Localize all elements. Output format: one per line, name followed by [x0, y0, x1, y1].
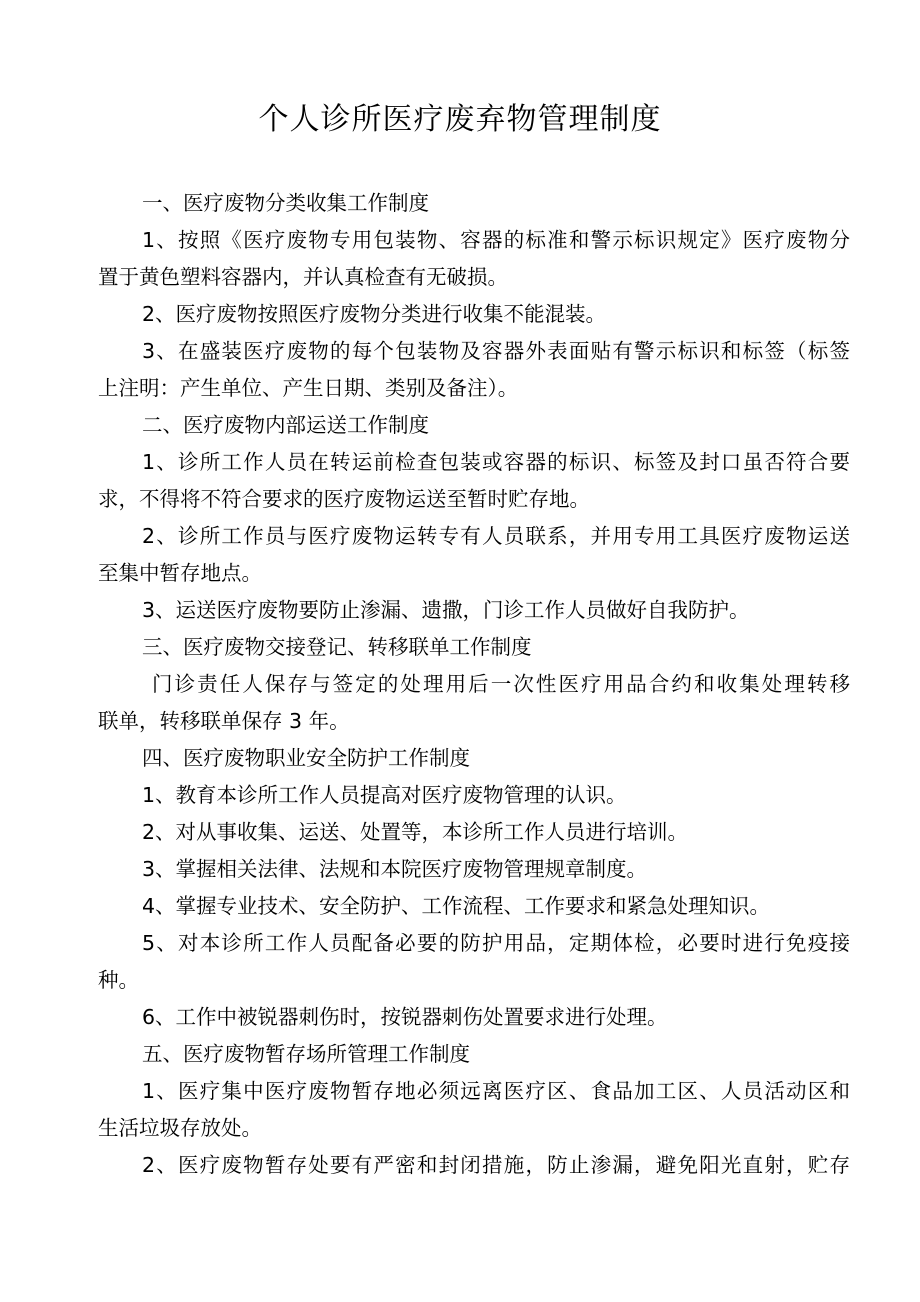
- paragraph-line: 联单，转移联单保存 3 年。: [98, 709, 350, 733]
- section-heading-2: 二、医疗废物内部运送工作制度: [142, 413, 429, 437]
- paragraph-line: 求，不得将不符合要求的医疗废物运送至暂时贮存地。: [98, 487, 590, 511]
- paragraph-line: 至集中暂存地点。: [98, 561, 262, 585]
- paragraph-line: 1、教育本诊所工作人员提高对医疗废物管理的认识。: [142, 783, 627, 807]
- paragraph-line: 2、医疗废物按照医疗废物分类进行收集不能混装。: [142, 302, 607, 326]
- paragraph-line: 3、运送医疗废物要防止渗漏、遗撒，门诊工作人员做好自我防护。: [142, 598, 750, 622]
- paragraph-line: 上注明：产生单位、产生日期、类别及备注）。: [98, 376, 519, 400]
- paragraph-line: 4、掌握专业技术、安全防护、工作流程、工作要求和紧急处理知识。: [142, 894, 771, 918]
- paragraph-line: 5、对本诊所工作人员配备必要的防护用品，定期体检，必要时进行免疫接: [142, 931, 850, 955]
- paragraph-line: 1、按照《医疗废物专用包装物、容器的标准和警示标识规定》医疗废物分: [142, 228, 850, 252]
- paragraph-line: 6、工作中被锐器刺伤时，按锐器刺伤处置要求进行处理。: [142, 1005, 668, 1029]
- paragraph-line: 3、掌握相关法律、法规和本院医疗废物管理规章制度。: [142, 857, 648, 881]
- section-heading-1: 一、医疗废物分类收集工作制度: [142, 191, 429, 215]
- paragraph-line: 门诊责任人保存与签定的处理用后一次性医疗用品合约和收集处理转移: [152, 672, 850, 696]
- paragraph-line: 种。: [98, 968, 139, 992]
- section-heading-4: 四、医疗废物职业安全防护工作制度: [142, 746, 470, 770]
- paragraph-line: 1、医疗集中医疗废物暂存地必须远离医疗区、食品加工区、人员活动区和: [142, 1079, 850, 1103]
- paragraph-line: 2、医疗废物暂存处要有严密和封闭措施，防止渗漏，避免阳光直射，贮存: [142, 1153, 850, 1177]
- document-title: 个人诊所医疗废弃物管理制度: [258, 102, 662, 137]
- paragraph-line: 置于黄色塑料容器内，并认真检查有无破损。: [98, 265, 508, 289]
- document-body: [98, 185, 850, 1184]
- paragraph-line: 3、在盛装医疗废物的每个包装物及容器外表面贴有警示标识和标签（标签: [142, 339, 850, 363]
- section-heading-5: 五、医疗废物暂存场所管理工作制度: [142, 1042, 470, 1066]
- paragraph-line: 2、对从事收集、运送、处置等，本诊所工作人员进行培训。: [142, 820, 689, 844]
- paragraph-line: 2、诊所工作员与医疗废物运转专有人员联系，并用专用工具医疗废物运送: [142, 524, 850, 548]
- paragraph-line: 1、诊所工作人员在转运前检查包装或容器的标识、标签及封口虽否符合要: [142, 450, 850, 474]
- section-heading-3: 三、医疗废物交接登记、转移联单工作制度: [142, 635, 532, 659]
- paragraph-line: 生活垃圾存放处。: [98, 1116, 262, 1140]
